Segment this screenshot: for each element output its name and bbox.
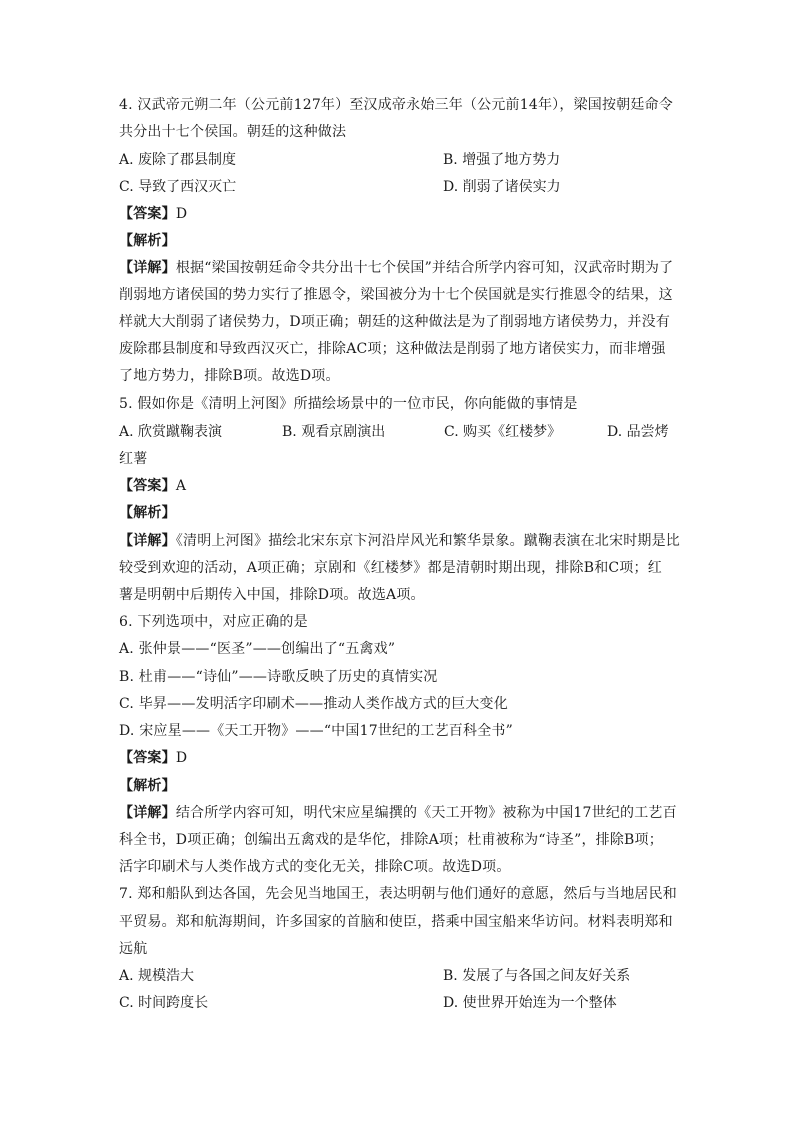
q4-answer — [119, 204, 187, 224]
q7-option-b: B. 发展了与各国之间友好关系 — [443, 968, 631, 984]
detail-text: 根据“梁国按朝廷命令共分出十七个侯国”并结合所学内容可知，汉武帝时期为了 — [175, 260, 674, 276]
q6-answer — [119, 748, 187, 768]
q6-stem-line-1: 6. 下列选项中，对应正确的是 — [119, 614, 308, 630]
q4-stem-line-1: 4. 汉武帝元朔二年（公元前127年）至汉成帝永始三年（公元前14年），梁国按朝廷命令 — [119, 97, 673, 113]
q6-detail-line-1 — [119, 803, 677, 823]
q4-detail-line-1 — [119, 258, 673, 278]
q7-stem-line-2: 平贸易。郑和航海期间，许多国家的首脑和使臣，搭乘中国宝船来华访问。材料表明郑和 — [119, 914, 673, 930]
q4-detail-line-2: 削弱地方诸侯国的势力实行了推恩令，梁国被分为十七个侯国就是实行推恩令的结果，这 — [119, 287, 673, 303]
detail-label: 【详解】 — [119, 805, 176, 821]
q6-option-c: C. 毕昇——发明活字印刷术——推动人类作战方式的巨大变化 — [119, 696, 508, 712]
answer-value: D — [175, 750, 188, 766]
q4-analysis-label: 【解析】 — [119, 233, 176, 249]
q5-stem-line-1: 5. 假如你是《清明上河图》所描绘场景中的一位市民，你向能做的事情是 — [119, 396, 578, 412]
q6-option-d: D. 宋应星——《天工开物》——“中国17世纪的工艺百科全书” — [119, 723, 513, 739]
q4-option-a: A. 废除了郡县制度 — [119, 152, 237, 168]
q4-option-d: D. 削弱了诸侯实力 — [443, 179, 561, 195]
q5-option-d-wrap: 红薯 — [119, 451, 148, 467]
q7-option-d: D. 使世界开始连为一个整体 — [443, 995, 617, 1011]
q5-option-b: B. 观看京剧演出 — [282, 424, 386, 440]
q5-option-d: D. 品尝烤 — [607, 424, 669, 440]
q5-detail-line-3: 薯是明朝中后期传入中国，排除D项。故选A项。 — [119, 587, 425, 603]
q4-detail-line-5: 了地方势力，排除B项。故选D项。 — [119, 368, 340, 384]
answer-value: A — [175, 478, 187, 494]
q6-option-a: A. 张仲景——“医圣”——创编出了“五禽戏” — [119, 641, 396, 657]
detail-text: 《清明上河图》描绘北宋东京卞河沿岸风光和繁华景象。蹴鞠表演在北宋时期是比 — [175, 533, 681, 549]
q6-detail-line-3: 活字印刷术与人类作战方式的变化无关，排除C项。故选D项。 — [119, 859, 511, 875]
q4-detail-line-3: 样就大大削弱了诸侯势力，D项正确；朝廷的这种做法是为了削弱地方诸侯势力，并没有 — [119, 314, 671, 330]
q4-stem-line-2: 共分出十七个侯国。朝廷的这种做法 — [119, 124, 347, 140]
q4-detail-line-4: 废除郡县制度和导致西汉灭亡，排除AC项；这种做法是削弱了地方诸侯实力，而非增强 — [119, 341, 666, 357]
q6-detail-line-2: 科全书，D项正确；创编出五禽戏的是华佗，排除A项；杜甫被称为“诗圣”，排除B项； — [119, 832, 663, 848]
detail-label: 【详解】 — [119, 260, 176, 276]
q5-answer — [119, 476, 186, 496]
q4-option-c: C. 导致了西汉灭亡 — [119, 179, 237, 195]
q7-stem-line-3: 远航 — [119, 941, 148, 957]
q5-analysis-label: 【解析】 — [119, 505, 176, 521]
q5-detail-line-1 — [119, 531, 680, 551]
detail-label: 【详解】 — [119, 533, 176, 549]
detail-text: 结合所学内容可知，明代宋应星编撰的《天工开物》被称为中国17世纪的工艺百 — [175, 805, 677, 821]
q5-option-c: C. 购买《红楼梦》 — [444, 424, 562, 440]
answer-value: D — [175, 206, 188, 222]
q5-option-a: A. 欣赏蹴鞠表演 — [119, 424, 223, 440]
answer-label: 【答案】 — [119, 750, 176, 766]
answer-label: 【答案】 — [119, 478, 176, 494]
q5-detail-line-2: 较受到欢迎的活动，A项正确；京剧和《红楼梦》都是清朝时期出现，排除B和C项；红 — [119, 560, 662, 576]
q4-option-b: B. 增强了地方势力 — [443, 152, 561, 168]
q7-option-c: C. 时间跨度长 — [119, 995, 209, 1011]
answer-label: 【答案】 — [119, 206, 176, 222]
q6-option-b: B. 杜甫——“诗仙”——诗歌反映了历史的真情实况 — [119, 669, 438, 685]
q7-stem-line-1: 7. 郑和船队到达各国，先会见当地国王，表达明朝与他们通好的意愿，然后与当地居民和 — [119, 886, 678, 902]
q7-option-a: A. 规模浩大 — [119, 968, 195, 984]
q6-analysis-label: 【解析】 — [119, 778, 176, 794]
